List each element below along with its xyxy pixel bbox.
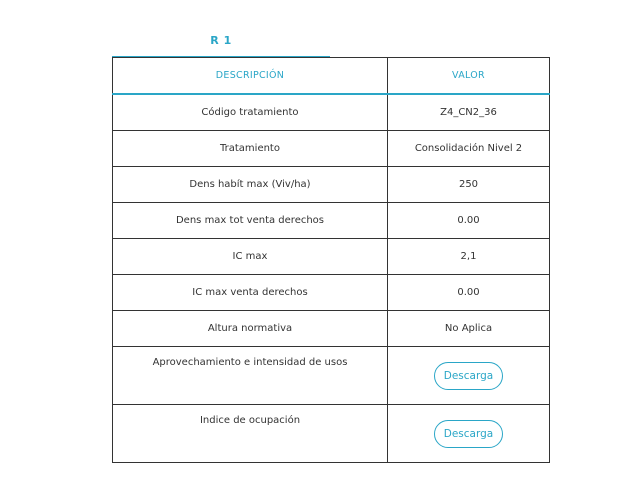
table-row [113,405,550,463]
table-row [113,239,550,275]
row-description: Indice de ocupación [113,405,388,463]
header-description: DESCRIPCIÓN [113,58,388,95]
table-row [113,347,550,405]
row-description: IC max [113,239,388,275]
row-description: Aprovechamiento e intensidad de usos [113,347,388,405]
row-value: 0.00 [388,275,550,311]
row-value: 0.00 [388,203,550,239]
row-value: Consolidación Nivel 2 [388,131,550,167]
row-value: 2,1 [388,239,550,275]
download-button[interactable]: Descarga [434,362,503,390]
row-description: Altura normativa [113,311,388,347]
table-row [113,167,550,203]
row-description: Tratamiento [113,131,388,167]
row-description: Código tratamiento [113,94,388,131]
download-button[interactable]: Descarga [434,420,503,448]
row-value: No Aplica [388,311,550,347]
table-header-row [113,58,550,95]
table-row [113,203,550,239]
table-row [113,94,550,131]
row-value: 250 [388,167,550,203]
table-row [113,131,550,167]
table-row [113,311,550,347]
table-row [113,275,550,311]
row-description: Dens habít max (Viv/ha) [113,167,388,203]
row-action [388,347,550,405]
row-description: IC max venta derechos [113,275,388,311]
row-description: Dens max tot venta derechos [113,203,388,239]
row-action [388,405,550,463]
tab-r1[interactable] [112,28,330,58]
header-value: VALOR [388,58,550,95]
regulation-table [112,57,550,463]
row-value: Z4_CN2_36 [388,94,550,131]
tab-label: R 1 [210,34,232,47]
